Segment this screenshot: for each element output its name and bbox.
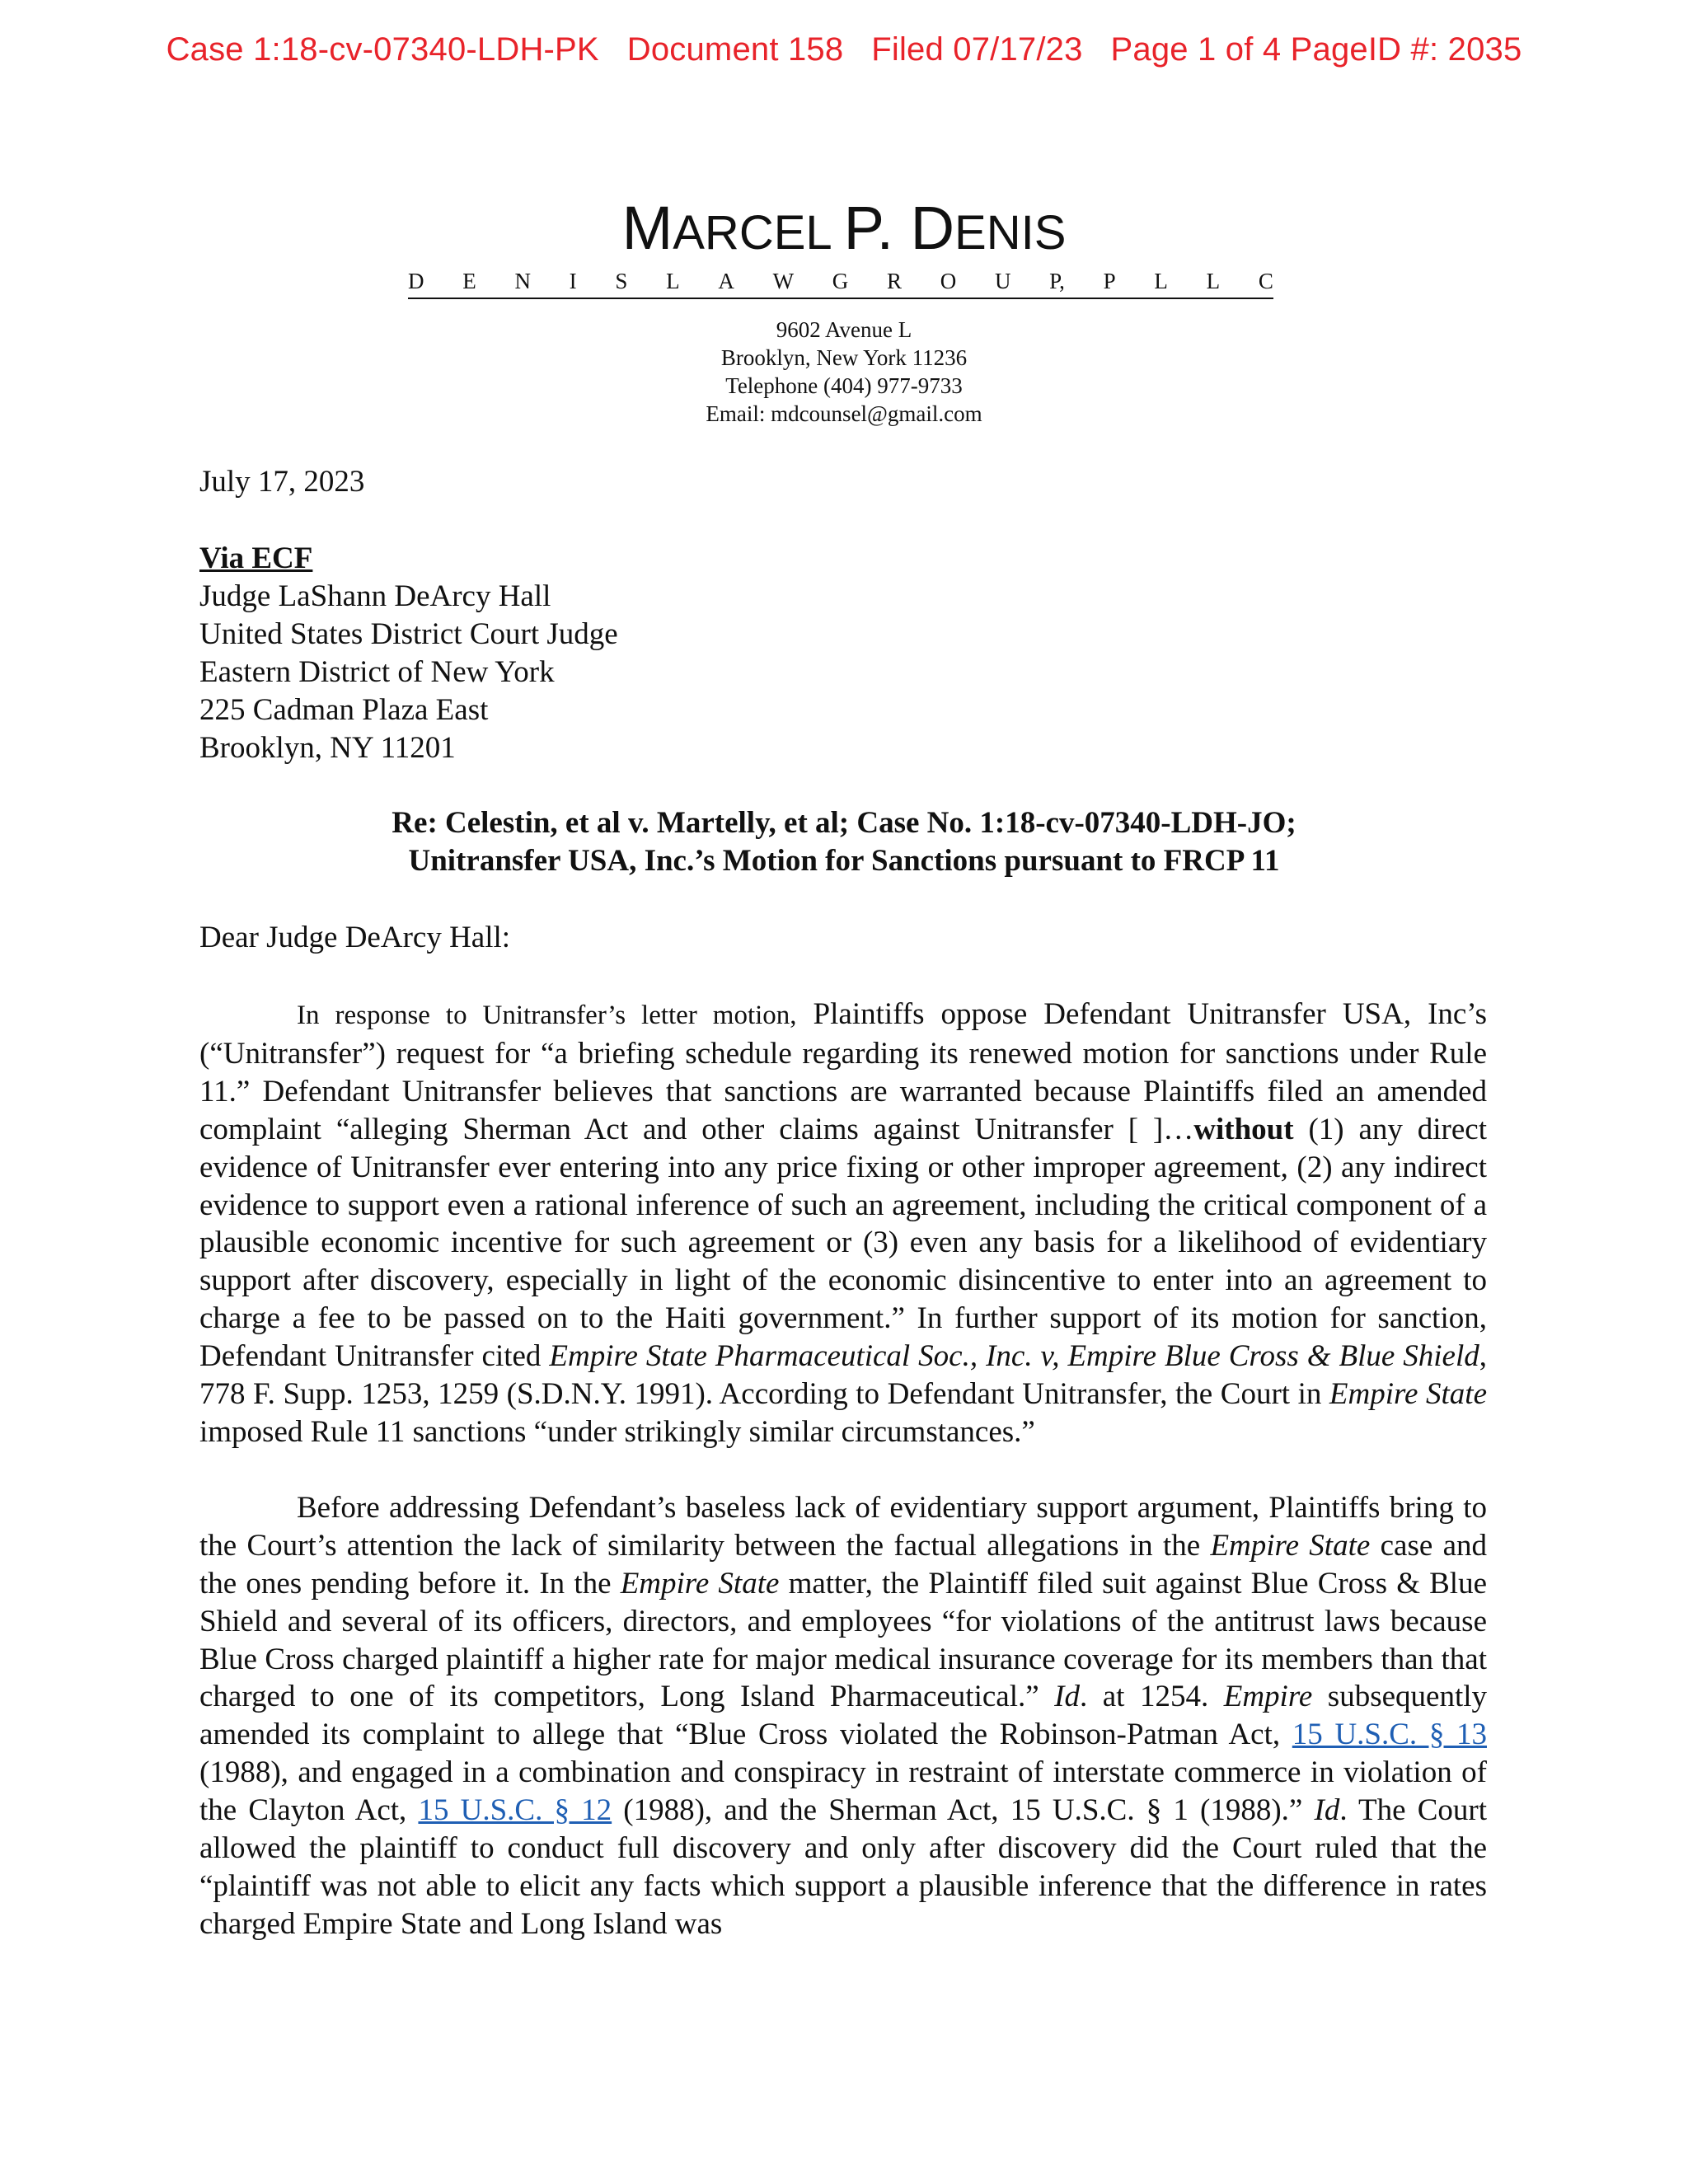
firm-letter: C [1258, 269, 1273, 293]
emphasis-without: without [1193, 1112, 1294, 1146]
name-rest-arcel: ARCEL [673, 206, 844, 260]
case-citation: Empire State Pharmaceutical Soc., Inc. v, Empire Blue Cross & Blue Shield [549, 1339, 1479, 1374]
id-citation: Id [1314, 1793, 1340, 1828]
salutation: Dear Judge DeArcy Hall: [199, 921, 511, 954]
paragraph-text: (1988), and the Sherman Act, 15 U.S.C. § 1 (1988).” [612, 1793, 1315, 1828]
name-initial-m: M [621, 194, 673, 262]
firm-letter: E [462, 269, 476, 293]
case-short-name: Empire State [1329, 1377, 1487, 1412]
paragraph-text: case and the ones pending before it. In the [199, 1528, 1487, 1601]
re-line-motion: Unitransfer USA, Inc.’s Motion for Sanctions pursuant to FRCP 11 [408, 844, 1280, 878]
re-line [0, 804, 1688, 880]
firm-letter: S [615, 269, 628, 293]
case-short-name: Empire State [620, 1566, 780, 1601]
ecf-filing-header: Case 1:18-cv-07340-LDH-PK Document 158 Filed 07/17/23 Page 1 of 4 PageID #: 2035 [166, 31, 1522, 68]
paragraph-2 [199, 1489, 1487, 1943]
paragraph-text: Before addressing Defendant’s baseless lack of evidentiary support argument, Plaintiffs bring to the Court’s attention the lack of similarity between the factual allegations in the [199, 1490, 1487, 1563]
letter-body [199, 996, 1487, 1981]
letterhead-address [0, 316, 1688, 428]
paragraph-text: Plaintiffs oppose Defendant Unitransfer USA, Inc’s (“Unitransfer”) request for “a briefing schedule regarding its renewed motion for sanctions under Rule 11.” Defendant Unitransfer believes that sanctions are warranted because Plaintiffs filed an amended complaint “alleging Sherman Act and other claims against Unitransfer [ ]… [199, 997, 1487, 1146]
letterhead-name [0, 194, 1688, 262]
letter-date: July 17, 2023 [199, 465, 365, 499]
paragraph-text: (1) any direct evidence of Unitransfer ever entering into any price fixing or other improper agreement, (2) any indirect evidence to support even a rational inference of such an agreement, including the critical component of a plausible economic incentive for such agreement or (3) even any basis for a likelihood of evidentiary support after discovery, especially in light of the economic disincentive to enter into an agreement to charge a fee to be passed on to the Haiti government.” In further support of its motion for sanction, Defendant Unitransfer cited [199, 1112, 1487, 1374]
firm-letter: O [940, 269, 957, 293]
firm-letter: L [1154, 269, 1168, 293]
addressee-line: 225 Cadman Plaza East [199, 693, 489, 727]
case-short-name: Empire State [1210, 1528, 1371, 1563]
firm-letter: I [569, 269, 577, 293]
paragraph-text: (1988), and engaged in a combination and conspiracy in restraint of interstate commerce in violation of the Clayton Act, [199, 1755, 1487, 1828]
firm-letter: W [772, 269, 795, 293]
firm-letter: P, [1049, 269, 1065, 293]
name-rest-enis: ENIS [954, 206, 1067, 260]
paragraph-text: , 778 F. Supp. 1253, 1259 (S.D.N.Y. 1991). According to Defendant Unitransfer, the Court in [199, 1339, 1487, 1412]
case-short-name: Empire [1223, 1680, 1313, 1714]
addressee-line: Eastern District of New York [199, 655, 555, 689]
id-citation: Id [1054, 1680, 1080, 1714]
firm-letter: A [718, 269, 734, 293]
firm-letter: L [666, 269, 680, 293]
paragraph-text: subsequently amended its complaint to allege that “Blue Cross violated the Robinson-Patman Act, [199, 1680, 1488, 1752]
firm-letter: G [832, 269, 849, 293]
addressee-line: Judge LaShann DeArcy Hall [199, 579, 551, 613]
paragraph-text: . at 1254. [1080, 1680, 1224, 1714]
paragraph-1 [199, 996, 1487, 1451]
firm-letter: R [886, 269, 902, 293]
paragraph-text: imposed Rule 11 sanctions “under strikingly similar circumstances.” [199, 1414, 1035, 1449]
re-line-case: Re: Celestin, et al v. Martelly, et al; Case No. 1:18-cv-07340-LDH-JO; [392, 806, 1296, 840]
statute-link-usc-13[interactable]: 15 U.S.C. § 13 [1292, 1718, 1487, 1752]
address-street: 9602 Avenue L [776, 317, 912, 342]
delivery-method: Via ECF [199, 541, 313, 575]
address-email: Email: mdcounsel@gmail.com [706, 401, 982, 426]
firm-letter: P [1103, 269, 1116, 293]
addressee-block [199, 540, 1487, 767]
addressee-line: United States District Court Judge [199, 617, 618, 651]
address-city: Brooklyn, New York 11236 [720, 345, 968, 370]
firm-letter: U [994, 269, 1011, 293]
name-initial-d: D [910, 194, 955, 262]
paragraph-text: . The Court allowed the plaintiff to conduct full discovery and only after discovery did the Court ruled that the “plaintiff was not able to elicit any facts which support a plausible inference that the difference in rates charged Empire State and Long Island was [199, 1793, 1488, 1941]
firm-letter: D [408, 269, 424, 293]
statute-link-usc-12[interactable]: 15 U.S.C. § 12 [418, 1793, 612, 1828]
address-telephone: Telephone (404) 977-9733 [725, 373, 963, 398]
firm-letter: N [514, 269, 531, 293]
paragraph-text: matter, the Plaintiff filed suit against Blue Cross & Blue Shield and several of its officers, directors, and employees “for violations of the antitrust laws because Blue Cross charged plaintiff a higher rate for major medical insurance coverage for its members than that charged to one of its competitors, Long Island Pharmaceutical.” [199, 1566, 1488, 1714]
paragraph-1-lead: In response to Unitransfer’s letter motion, [297, 1001, 797, 1030]
addressee-line: Brooklyn, NY 11201 [199, 731, 456, 765]
name-middle-initial: P. [843, 194, 911, 262]
firm-letter: L [1206, 269, 1221, 293]
firm-name-line [408, 268, 1273, 299]
